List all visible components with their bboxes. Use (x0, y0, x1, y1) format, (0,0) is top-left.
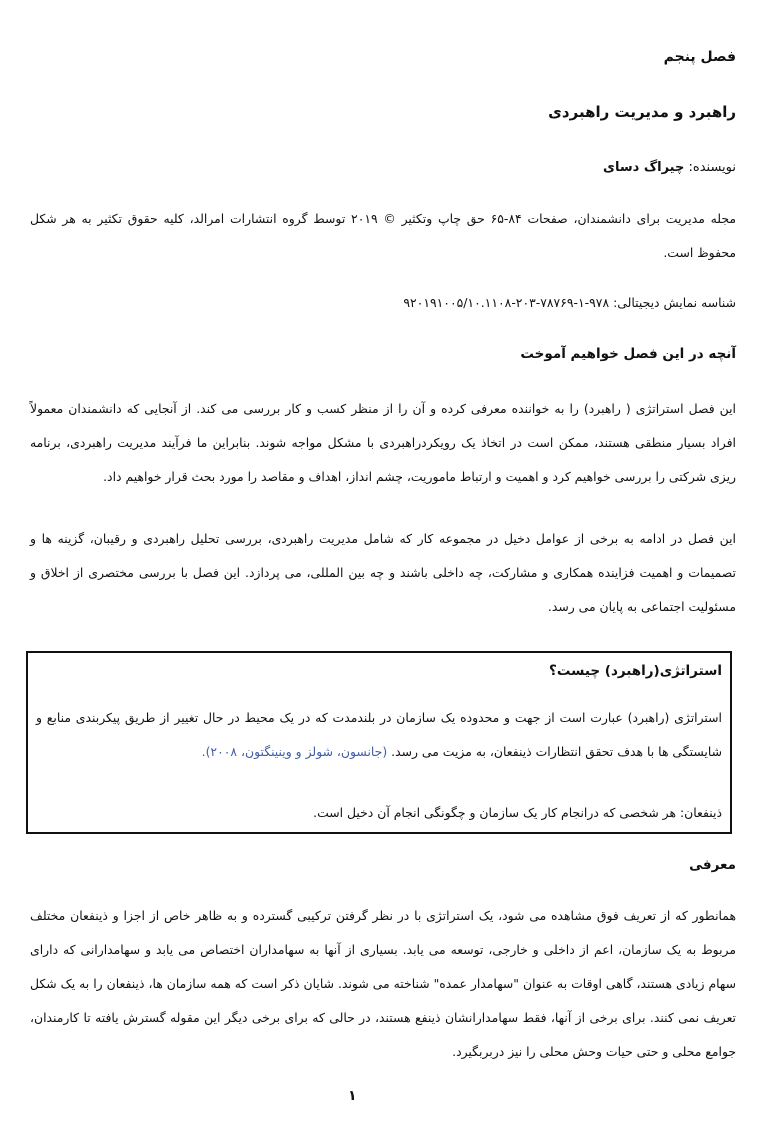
chapter-title: راهبرد و مدیریت راهبردی (548, 103, 736, 121)
citation-text: (جانسون، شولز و وینینگتون، ۲۰۰۸). (201, 744, 388, 759)
definition-box (26, 651, 732, 834)
box-heading: استراتژی(راهبرد) چیست؟ (548, 663, 722, 679)
chapter-label: فصل پنجم (663, 49, 736, 65)
intro-paragraph-2: این فصل در ادامه به برخی از عوامل دخیل در مجموعه کار که شامل مدیریت راهبردی، بررسی تحلیل راهبردی و رقیبان، گزینه ها و تصمیمات و اهمیت فزاینده همکاری و مشارکت، چه داخلی باشند و چه بین المللی، می پردازد. این فصل با بررسی مختصری از اخلاق و مسئولیت اجتماعی به پایان می رسد. (30, 531, 736, 614)
introduction-heading: معرفی (689, 857, 736, 873)
stakeholder-definition: ذینفعان: هر شخصی که درانجام کار یک سازمان و چگونگی انجام آن دخیل است. (313, 805, 722, 820)
learn-heading: آنچه در این فصل خواهیم آموخت (520, 346, 736, 362)
doi-text: شناسه نمایش دیجیتالی: ۹۷۸-۱-۷۸۷۶۹-۲۰۳-۹۲۰۱۹۱۰۰۵/۱۰.۱۱۰۸ (403, 295, 736, 310)
introduction-paragraph: همانطور که از تعریف فوق مشاهده می شود، یک استراتژی با در نظر گرفتن ترکیبی گسترده و به ظاهر خاص از اجزا و ذینفعان مختلف مربوط به یک سازمان، اعم از داخلی و خارجی، توسعه می یابد. بسیاری از آنها به سهامداران اختصاص می یابد و سهامدارانی که دارای سهام زیادی هستند، گاهی اوقات به عنوان "سهامدار عمده" شناخته می شوند. شایان ذکر است که همه سازمان ها، ذینفعان را به یک شکل تعریف نمی کنند. برای برخی از آنها، فقط سهامدارانشان ذینفع هستند، در حالی که برای برخی دیگر این مقوله گسترش یافته تا کارمندان، جوامع محلی و حتی حیات وحش محلی را نیز دربربگیرد. (30, 908, 736, 1059)
intro-paragraph-1: این فصل استراتژی ( راهبرد) را به خواننده معرفی کرده و آن را از منظر کسب و کار بررسی می کند. از آنجایی که دانشمندان معمولاً افراد بسیار منطقی هستند، ممکن است در اتخاذ یک رویکردراهبردی با مشکل مواجه شوند. بنابراین ما فرآیند مدیریت راهبردی، برنامه ریزی شرکتی را بررسی خواهیم کرد و اهمیت و ارتباط ماموریت، چشم انداز، اهداف و مقاصد را مورد بحث قرار خواهیم داد. (30, 401, 736, 484)
copyright-text: مجله مدیریت برای دانشمندان، صفحات ۸۴-۶۵ حق چاپ وتکثیر © ۲۰۱۹ توسط گروه انتشارات امرالد، کلیه حقوق تکثیر به هر شکل محفوظ است. (30, 211, 736, 260)
strategy-definition (36, 701, 722, 769)
page-number: ۱ (348, 1088, 357, 1104)
definition-text: استراتژی (راهبرد) عبارت است از جهت و محدوده یک سازمان در بلندمدت که در یک محیط در حال تغییر از طریق پیکربندی منابع و شایستگی ها با هدف تحقق انتظارات ذینفعان، به مزیت می رسد. (36, 710, 722, 759)
author-name: چیراگ دسای (603, 160, 685, 175)
author-line (603, 160, 736, 175)
author-label: نویسنده: (688, 160, 736, 175)
document-page (30, 0, 736, 1128)
